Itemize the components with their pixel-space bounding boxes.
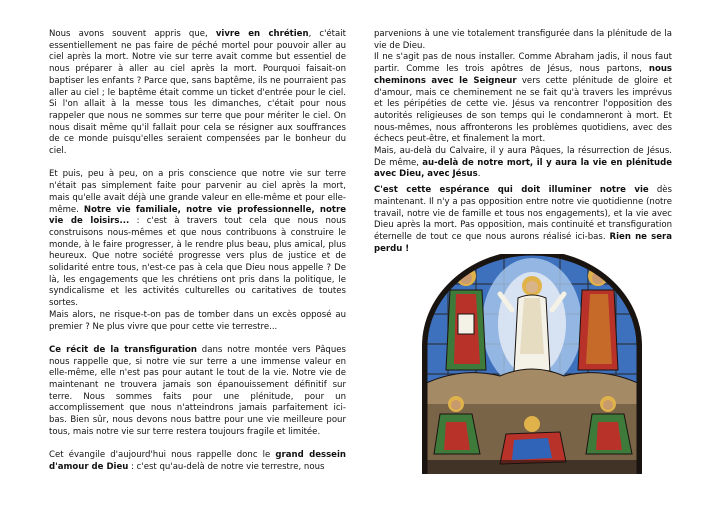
- text-run: : c'est à travers tout cela que nous nous construisons nous-mêmes et que nous contribuons à construire le monde, à le faire progresser, à le rendre plus beau, plus amical, plus heureux. Que notre société progresse vers plus de justice et de solidarité entre tous, n'est-ce pas à cela que Dieu nous appelle ? De là, les engagements que les chrétiens ont pris dans la politique, le syndicalisme et les activités culturelles ou caritatives de toutes sortes.: [49, 216, 346, 309]
- stained-glass-transfiguration-image: [420, 254, 644, 474]
- text-run: dans notre montée vers Pâques nous rappelle que, si notre vie sur terre a une immense valeur en elle-même, elle n'est pas pour autant le tout de la vie. Notre vie de maintenant ne trouvera jamais son épanouissement définitif sur terre. Nous sommes faits pour une plénitude, pour un accomplissement que nous n'atteindrons jamais parfaitement ici-bas. Bien sûr, nous devons nous battre pour une vie meilleure pour tous, mais notre vie sur terre restera toujours fragile et limitée.: [49, 344, 346, 437]
- bold-text: Notre vie familiale, notre vie professionnelle, notre vie de loisirs...: [49, 204, 346, 227]
- bold-text: Ce récit de la transfiguration: [49, 344, 197, 355]
- text-run: Mais alors, ne risque-t-on pas de tomber dans un excès opposé au premier ? Ne plus vivre que pour cette vie terrestre...: [49, 309, 346, 332]
- paragraph: [374, 146, 672, 181]
- paragraph: [49, 29, 346, 158]
- text-run: Nous avons souvent appris que,: [49, 29, 216, 39]
- paragraph: [49, 169, 346, 309]
- paragraph: [49, 450, 346, 473]
- text-run: parvenions à une vie totalement transfigurée dans la plénitude de la vie de Dieu.: [374, 29, 672, 51]
- text-run: Cet évangile d'aujourd'hui nous rappelle donc le: [49, 450, 276, 461]
- paragraph: [49, 310, 346, 333]
- bold-text: vivre en chrétien: [215, 29, 309, 39]
- text-run: dès maintenant. Il n'y a pas opposition entre notre vie quotidienne (notre travail, notre vie de famille et tous nos engagements), et la vie avec Dieu après la mort. Pas opposition, mais continuité et transfiguration éternelle de tout ce que nous aurons réalisé ici-bas.: [374, 185, 672, 242]
- text-run: Mais, au-delà du Calvaire, il y aura Pâques, la résurrection de Jésus. De même,: [374, 146, 672, 168]
- text-run: .: [477, 169, 481, 180]
- left-column: [49, 29, 346, 474]
- paragraph: [374, 29, 672, 52]
- bold-text: nous cheminons avec le Seigneur: [374, 64, 672, 86]
- right-column: [374, 29, 672, 255]
- text-run: Et puis, peu à peu, on a pris conscience que notre vie sur terre n'était pas simplement faite pour parvenir au ciel après la mort, mais qu'elle avait déjà une grande valeur en elle-même et pour elle-même.: [49, 169, 346, 215]
- bold-text: Rien ne sera perdu !: [374, 231, 673, 254]
- text-run: vers cette plénitude de gloire et d'amour, mais ce cheminement ne se fait qu'à travers les imprévus et les péripéties de cette vie. Jésus va rencontrer l'opposition des autorités religieuses de son temps qui le condamneront à mort. Et nous-mêmes, nous affronterons les problèmes quotidiens, avec des échecs peut-être, et finalement la mort.: [374, 75, 672, 145]
- text-run: Il ne s'agit pas de nous installer. Comme Abraham jadis, il nous faut partir. Comme les trois apôtres de Jésus, nous partons,: [374, 52, 672, 75]
- bold-text: grand dessein d'amour de Dieu: [49, 450, 346, 472]
- bold-text: au-delà de notre mort, il y aura la vie en plénitude avec Dieu, avec Jésus: [374, 157, 672, 180]
- bold-text: C'est cette espérance qui doit illuminer notre vie: [374, 185, 649, 196]
- text-run: : c'est qu'au-delà de notre vie terrestre, nous: [128, 461, 325, 472]
- paragraph: [374, 52, 672, 146]
- paragraph: [49, 345, 346, 439]
- paragraph: [374, 185, 672, 255]
- text-run: , c'était essentiellement ne pas faire de péché mortel pour pouvoir aller au ciel après la mort. Notre vie sur terre avait comme but essentiel de nous préparer à aller au ciel après la mort. Pourquoi faisait-on baptiser les enfants ? Parce que, sans baptême, ils ne pourraient pas aller au ciel ; le baptême était comme un ticket d'entrée pour le ciel. Si l'on allait à la messe tous les dimanches, c'était pour nous rappeler que nous ne sommes sur terre que pour mériter le ciel. On nous disait même qu'il fallait pour cela se résigner aux souffrances de ce monde puisqu'elles seraient compensées par le bonheur du ciel.: [49, 29, 346, 157]
